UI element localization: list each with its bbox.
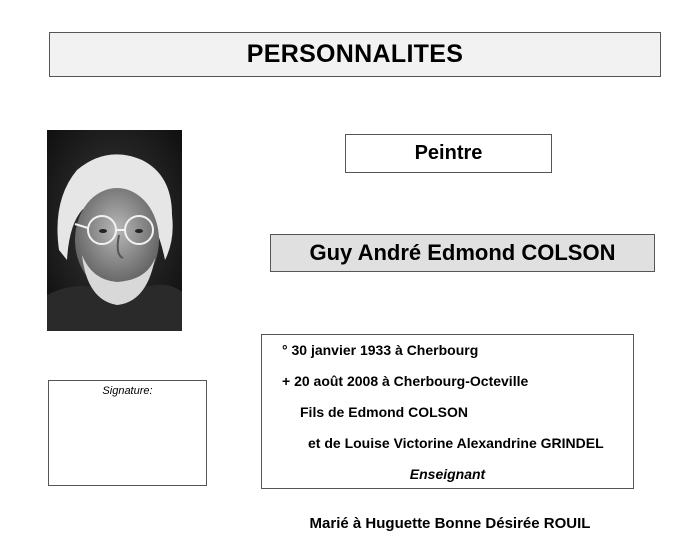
occupation-line: Enseignant: [409, 466, 486, 482]
signature-box: [48, 380, 207, 486]
portrait-photo: [47, 130, 182, 331]
mother-line: et de Louise Victorine Alexandrine GRINDEL: [308, 435, 604, 451]
birth-line: ° 30 janvier 1933 à Cherbourg: [282, 342, 479, 358]
page-title: PERSONNALITES: [246, 40, 464, 68]
biography-box: [261, 334, 634, 489]
portrait-image: [47, 130, 182, 331]
father-line: Fils de Edmond COLSON: [300, 404, 469, 420]
person-full-name: Guy André Edmond COLSON: [309, 240, 616, 265]
death-line: + 20 août 2008 à Cherbourg-Octeville: [282, 373, 529, 389]
profession-label: Peintre: [414, 142, 483, 164]
signature-label: Signature:: [102, 385, 153, 397]
profession-box: [345, 134, 552, 173]
marriage-text: Marié à Huguette Bonne Désirée ROUIL: [309, 515, 591, 532]
name-box: [270, 234, 655, 272]
marriage-info: [0, 515, 700, 532]
page-title-box: [49, 32, 661, 77]
